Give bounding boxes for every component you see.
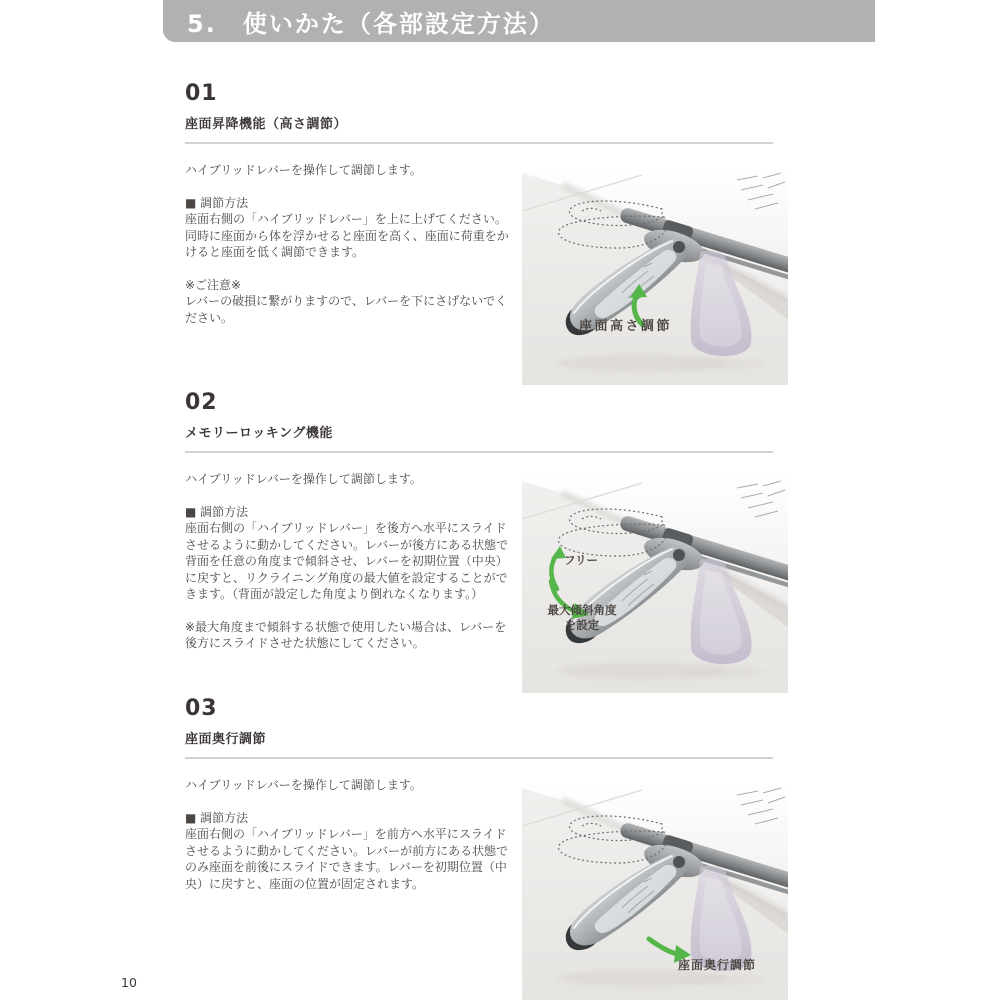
note-text: レバーの破損に繋がりますので、レバーを下にさげないでください。 [185, 294, 508, 325]
intro-text: ハイブリッドレバーを操作して調節します。 [185, 163, 422, 177]
note-text: ※最大角度まで傾斜する状態で使用したい場合は、レバーを後方にスライドさせた状態にしてください。 [185, 619, 507, 650]
method-label: ■ 調節方法 [185, 195, 249, 210]
section-divider [185, 451, 773, 453]
section-number: 02 [185, 390, 218, 415]
section-body [185, 471, 513, 652]
page-title: 5. 使いかた（各部設定方法） [187, 9, 555, 38]
section-number: 03 [185, 696, 218, 721]
lever-illustration [522, 475, 788, 693]
section-divider [185, 757, 773, 759]
method-text: 座面右側の「ハイブリッドレバー」を前方へ水平にスライドさせるように動かしてください。レバーが前方にある状態でのみ座面を前後にスライドできます。レバーを初期位置（中央）に戻すと、座面の位置が固定されます。 [185, 827, 509, 891]
section-title: 座面昇降機能（高さ調節） [185, 117, 348, 132]
page-header-bar [163, 0, 875, 42]
page-number: 10 [121, 975, 137, 990]
method-label: ■ 調節方法 [185, 504, 249, 519]
section-body [185, 777, 513, 892]
intro-text: ハイブリッドレバーを操作して調節します。 [185, 778, 422, 792]
method-label: ■ 調節方法 [185, 810, 249, 825]
lever-illustration [522, 167, 788, 385]
photo-label-free: フリー [564, 553, 599, 567]
intro-text: ハイブリッドレバーを操作して調節します。 [185, 472, 422, 486]
photo-caption: 座面奥行調節 [678, 958, 757, 972]
section-title: メモリーロッキング機能 [185, 426, 333, 441]
photo-caption: 座面高さ調節 [579, 319, 673, 334]
section-body [185, 162, 513, 326]
photo-seat-depth-lever [522, 782, 788, 1000]
note-label: ※ご注意※ [185, 277, 242, 292]
method-text: 座面右側の「ハイブリッドレバー」を上に上げてください。同時に座面から体を浮かせると座面を高く、座面に荷重をかけると座面を低く調節できます。 [185, 212, 509, 259]
section-title: 座面奥行調節 [185, 732, 267, 747]
photo-label-max-angle: 最大傾斜角度 を設定 [547, 603, 617, 632]
photo-memory-locking-lever [522, 475, 788, 693]
photo-seat-height-lever [522, 167, 788, 385]
section-divider [185, 142, 773, 144]
section-number: 01 [185, 81, 218, 106]
method-text: 座面右側の「ハイブリッドレバー」を後方へ水平にスライドさせるように動かしてください。レバーが後方にある状態で背面を任意の角度まで傾斜させ、レバーを初期位置（中央）に戻すと、リクライニング角度の最大値を設定することができます。（背面が設定した角度より倒れなくなります。） [185, 521, 509, 601]
